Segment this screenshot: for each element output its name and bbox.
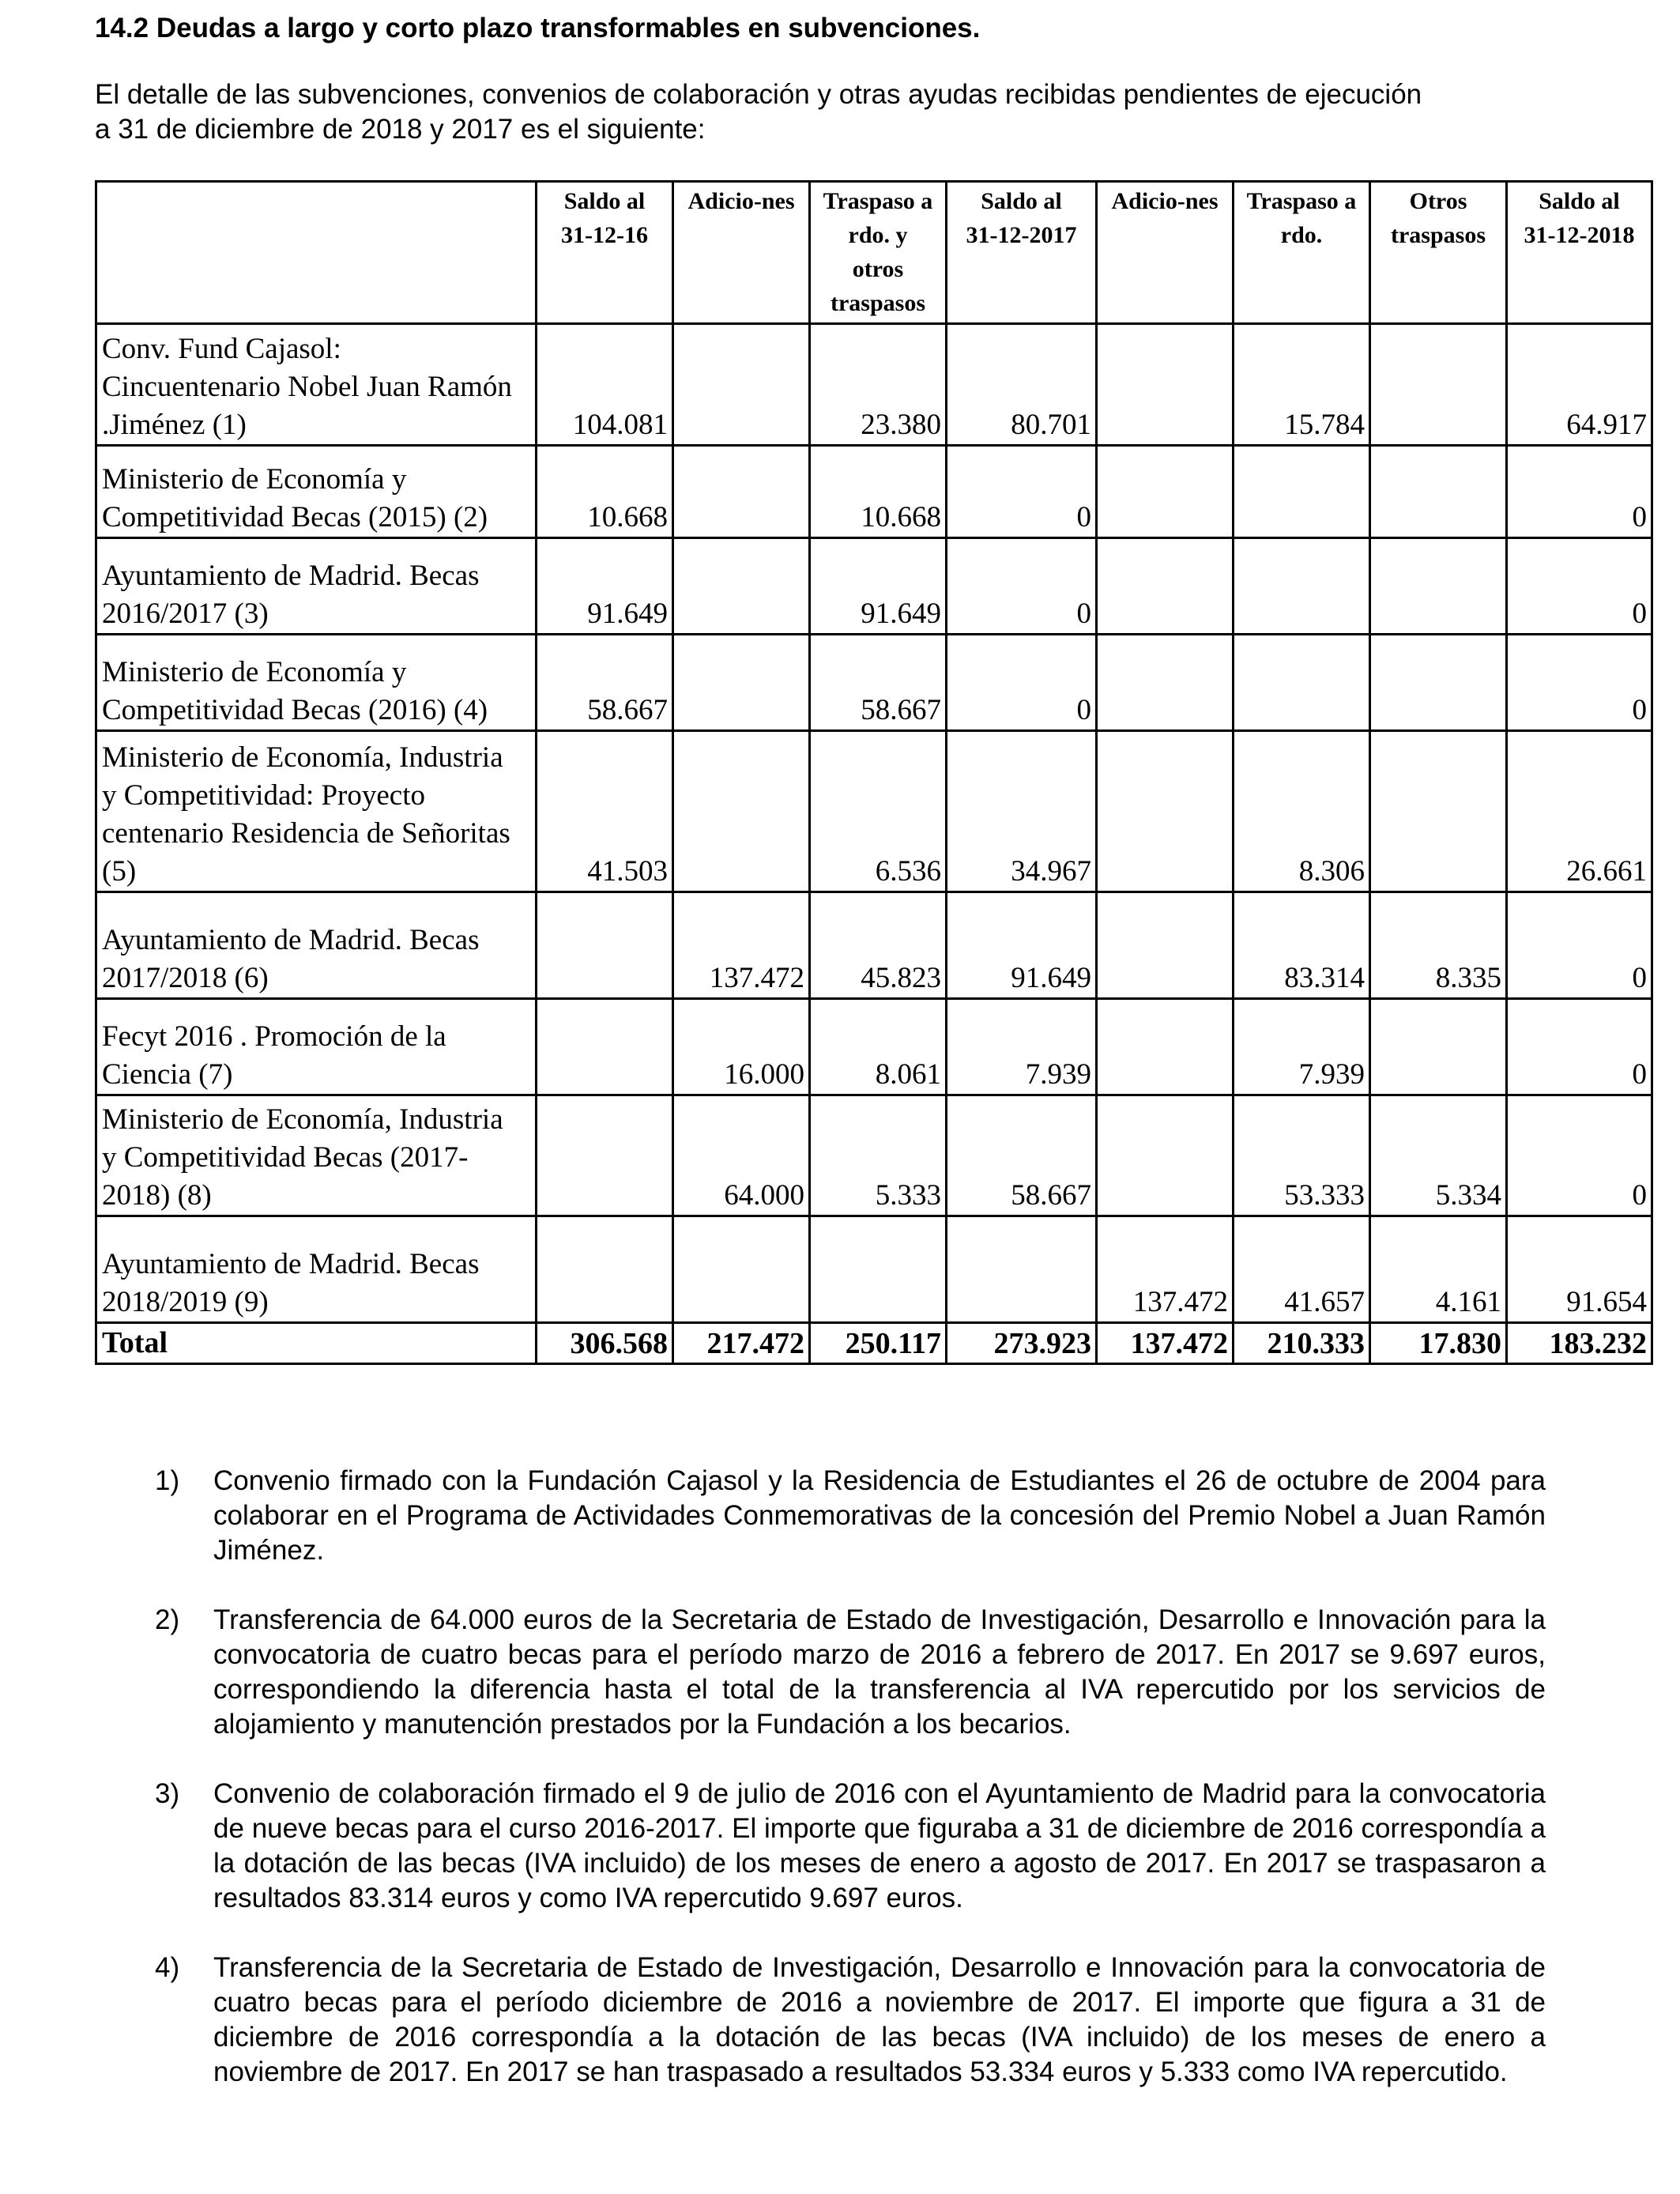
column-header: [810, 182, 947, 324]
footnote-item: [155, 1777, 1546, 1916]
footnote-text: Convenio firmado con la Fundación Cajasol y la Residencia de Estudiantes el 26 de octubre de 2004 para colaborar en el Programa de Actividades Conmemorativas de la concesión del Premio Nobel a Juan Ramón Jiménez.: [213, 1465, 1546, 1566]
value-cell: [1370, 538, 1507, 635]
value-cell: [1097, 999, 1234, 1095]
value-cell: [1097, 1095, 1234, 1216]
value-cell: [947, 1216, 1097, 1323]
value-cell: 0: [1507, 999, 1652, 1095]
value-cell: [1234, 538, 1370, 635]
value-cell: [1097, 446, 1234, 538]
value-cell: [1097, 538, 1234, 635]
row-label-line: Cincuentenario Nobel Juan Ramón: [102, 371, 512, 403]
intro-line: El detalle de las subvenciones, convenios de colaboración y otras ayudas recibidas pendientes de ejecución: [95, 79, 1422, 110]
value-cell: 91.649: [537, 538, 673, 635]
value-cell: [1097, 731, 1234, 892]
row-label: [96, 324, 537, 446]
total-value-cell: 17.830: [1370, 1323, 1507, 1364]
value-cell: [673, 731, 810, 892]
table-row: [96, 446, 1652, 538]
row-label-line: y Competitividad: Proyecto: [102, 779, 426, 812]
column-header-line: Traspaso a: [823, 188, 933, 214]
value-cell: 64.000: [673, 1095, 810, 1216]
value-cell: [673, 446, 810, 538]
column-header: [1507, 182, 1652, 324]
value-cell: 8.306: [1234, 731, 1370, 892]
total-value-cell: 217.472: [673, 1323, 810, 1364]
value-cell: 64.917: [1507, 324, 1652, 446]
row-label-line: 2018/2019 (9): [102, 1286, 269, 1318]
value-cell: 83.314: [1234, 892, 1370, 999]
value-cell: 80.701: [947, 324, 1097, 446]
value-cell: 91.649: [947, 892, 1097, 999]
row-label: [96, 731, 537, 892]
value-cell: 41.503: [537, 731, 673, 892]
column-header-line: rdo.: [1280, 222, 1323, 248]
value-cell: 10.668: [537, 446, 673, 538]
column-header-line: Adicio-nes: [1111, 188, 1219, 214]
table-row: [96, 999, 1652, 1095]
value-cell: [537, 1095, 673, 1216]
value-cell: 8.061: [810, 999, 947, 1095]
value-cell: 26.661: [1507, 731, 1652, 892]
value-cell: 0: [1507, 1095, 1652, 1216]
total-value-cell: 183.232: [1507, 1323, 1652, 1364]
row-label: [96, 892, 537, 999]
value-cell: 0: [947, 538, 1097, 635]
row-label-line: Ministerio de Economía, Industria: [102, 1103, 503, 1136]
value-cell: [1370, 999, 1507, 1095]
footnote-text: Transferencia de 64.000 euros de la Secretaria de Estado de Investigación, Desarrollo e Innovación para la convocatoria de cuatro becas para el período marzo de 2016 a febrero de 2017. En 2017 se 9.697 euros, correspondiendo la diferencia hasta el total de la transferencia al IVA repercutido por los servicios de alojamiento y manutención prestados por la Fundación a los becarios.: [213, 1604, 1546, 1740]
row-label: [96, 538, 537, 635]
value-cell: [673, 538, 810, 635]
total-value-cell: 210.333: [1234, 1323, 1370, 1364]
row-label-line: Ministerio de Economía y: [102, 656, 407, 688]
column-header-line: Saldo al: [563, 188, 646, 214]
total-label: Total: [96, 1323, 537, 1364]
row-label-line: Ciencia (7): [102, 1058, 233, 1091]
column-header: [1370, 182, 1507, 324]
row-label-line: Ministerio de Economía, Industria: [102, 741, 503, 774]
value-cell: [1097, 324, 1234, 446]
column-header-line: Saldo al: [981, 188, 1062, 214]
header-row: [96, 182, 1652, 324]
column-header-line: 31-12-2017: [966, 222, 1077, 248]
value-cell: [1234, 635, 1370, 731]
value-cell: 7.939: [1234, 999, 1370, 1095]
value-cell: [673, 1216, 810, 1323]
row-label: [96, 1216, 537, 1323]
value-cell: [673, 324, 810, 446]
row-label-line: (5): [102, 855, 137, 888]
table-row: [96, 635, 1652, 731]
row-label: [96, 999, 537, 1095]
footnotes: [155, 1464, 1546, 2124]
table-body: [96, 324, 1652, 1364]
value-cell: 53.333: [1234, 1095, 1370, 1216]
intro-line: a 31 de diciembre de 2018 y 2017 es el siguiente:: [95, 114, 706, 145]
value-cell: [537, 999, 673, 1095]
header-cell-blank: [96, 182, 537, 324]
value-cell: 8.335: [1370, 892, 1507, 999]
column-header-line: otros: [852, 256, 904, 282]
value-cell: 0: [1507, 538, 1652, 635]
value-cell: [537, 892, 673, 999]
subsidies-table: [95, 180, 1653, 1365]
value-cell: 58.667: [947, 1095, 1097, 1216]
table-row: [96, 1095, 1652, 1216]
row-label-line: 2018) (8): [102, 1179, 212, 1212]
value-cell: 104.081: [537, 324, 673, 446]
column-header: [673, 182, 810, 324]
value-cell: [1097, 635, 1234, 731]
table-row: [96, 324, 1652, 446]
column-header-line: traspasos: [1390, 222, 1486, 248]
value-cell: [673, 635, 810, 731]
value-cell: [1234, 446, 1370, 538]
column-header: [1234, 182, 1370, 324]
footnote-marker: 2): [155, 1604, 180, 1635]
value-cell: 45.823: [810, 892, 947, 999]
value-cell: [1370, 635, 1507, 731]
value-cell: 137.472: [1097, 1216, 1234, 1323]
row-label-line: 2017/2018 (6): [102, 962, 269, 994]
row-label-line: Fecyt 2016 . Promoción de la: [102, 1020, 446, 1053]
row-label-line: Competitividad Becas (2016) (4): [102, 694, 488, 726]
table-header: [96, 182, 1652, 324]
column-header-line: Traspaso a: [1246, 188, 1357, 214]
value-cell: [1370, 731, 1507, 892]
value-cell: 6.536: [810, 731, 947, 892]
table-row: [96, 538, 1652, 635]
column-header-line: 31-12-16: [561, 222, 648, 248]
value-cell: 91.654: [1507, 1216, 1652, 1323]
footnote-item: [155, 1951, 1546, 2090]
column-header-line: Otros: [1409, 188, 1467, 214]
row-label-line: Conv. Fund Cajasol:: [102, 333, 341, 365]
value-cell: 5.334: [1370, 1095, 1507, 1216]
row-label-line: 2016/2017 (3): [102, 598, 269, 630]
footnote-marker: 3): [155, 1778, 180, 1809]
value-cell: [1097, 892, 1234, 999]
column-header-line: traspasos: [830, 290, 925, 316]
row-label-line: Ayuntamiento de Madrid. Becas: [102, 924, 480, 956]
value-cell: 0: [1507, 446, 1652, 538]
value-cell: 0: [1507, 892, 1652, 999]
table-row: [96, 892, 1652, 999]
footnote-text: Transferencia de la Secretaria de Estado de Investigación, Desarrollo e Innovación para la convocatoria de cuatro becas para el período diciembre de 2016 a noviembre de 2017. El importe que figura a 31 de diciembre de 2016 correspondía a la dotación de las becas (IVA incluido) de los meses de enero a noviembre de 2017. En 2017 se han traspasado a resultados 53.334 euros y 5.333 como IVA repercutido.: [213, 1952, 1546, 2087]
row-label-line: .Jiménez (1): [102, 409, 247, 441]
table-row: [96, 731, 1652, 892]
footnote-item: [155, 1464, 1546, 1568]
total-value-cell: 306.568: [537, 1323, 673, 1364]
value-cell: 4.161: [1370, 1216, 1507, 1323]
footnote-item: [155, 1603, 1546, 1742]
column-header-line: Saldo al: [1539, 188, 1620, 214]
value-cell: 41.657: [1234, 1216, 1370, 1323]
footnote-text: Convenio de colaboración firmado el 9 de julio de 2016 con el Ayuntamiento de Madrid para la convocatoria de nueve becas para el curso 2016-2017. El importe que figuraba a 31 de diciembre de 2016 correspondía a la dotación de las becas (IVA incluido) de los meses de enero a agosto de 2017. En 2017 se traspasaron a resultados 83.314 euros y como IVA repercutido 9.697 euros.: [213, 1778, 1546, 1913]
row-label: [96, 1095, 537, 1216]
value-cell: 10.668: [810, 446, 947, 538]
table-row: [96, 1216, 1652, 1323]
column-header-line: Adicio-nes: [687, 188, 795, 214]
row-label: [96, 635, 537, 731]
total-value-cell: 137.472: [1097, 1323, 1234, 1364]
value-cell: 7.939: [947, 999, 1097, 1095]
value-cell: 58.667: [810, 635, 947, 731]
value-cell: [537, 1216, 673, 1323]
value-cell: 34.967: [947, 731, 1097, 892]
value-cell: [1370, 324, 1507, 446]
total-row: [96, 1323, 1652, 1364]
value-cell: 23.380: [810, 324, 947, 446]
value-cell: 0: [947, 446, 1097, 538]
column-header: [1097, 182, 1234, 324]
value-cell: 137.472: [673, 892, 810, 999]
row-label-line: Ayuntamiento de Madrid. Becas: [102, 1248, 480, 1280]
value-cell: 15.784: [1234, 324, 1370, 446]
row-label-line: Ayuntamiento de Madrid. Becas: [102, 560, 480, 592]
footnote-marker: 1): [155, 1465, 180, 1496]
value-cell: [810, 1216, 947, 1323]
column-header-line: 31-12-2018: [1524, 222, 1635, 248]
column-header: [537, 182, 673, 324]
column-header: [947, 182, 1097, 324]
column-header-line: rdo. y: [848, 222, 908, 248]
value-cell: 16.000: [673, 999, 810, 1095]
total-value-cell: 250.117: [810, 1323, 947, 1364]
value-cell: 91.649: [810, 538, 947, 635]
total-value-cell: 273.923: [947, 1323, 1097, 1364]
row-label: [96, 446, 537, 538]
value-cell: 0: [947, 635, 1097, 731]
footnote-marker: 4): [155, 1952, 180, 1983]
value-cell: 0: [1507, 635, 1652, 731]
intro-paragraph: [95, 77, 1596, 147]
section-heading: 14.2 Deudas a largo y corto plazo transformables en subvenciones.: [95, 13, 981, 43]
value-cell: [1370, 446, 1507, 538]
value-cell: 58.667: [537, 635, 673, 731]
value-cell: 5.333: [810, 1095, 947, 1216]
row-label-line: centenario Residencia de Señoritas: [102, 817, 510, 850]
row-label-line: Competitividad Becas (2015) (2): [102, 501, 488, 533]
row-label-line: y Competitividad Becas (2017-: [102, 1141, 469, 1174]
row-label-line: Ministerio de Economía y: [102, 463, 407, 496]
